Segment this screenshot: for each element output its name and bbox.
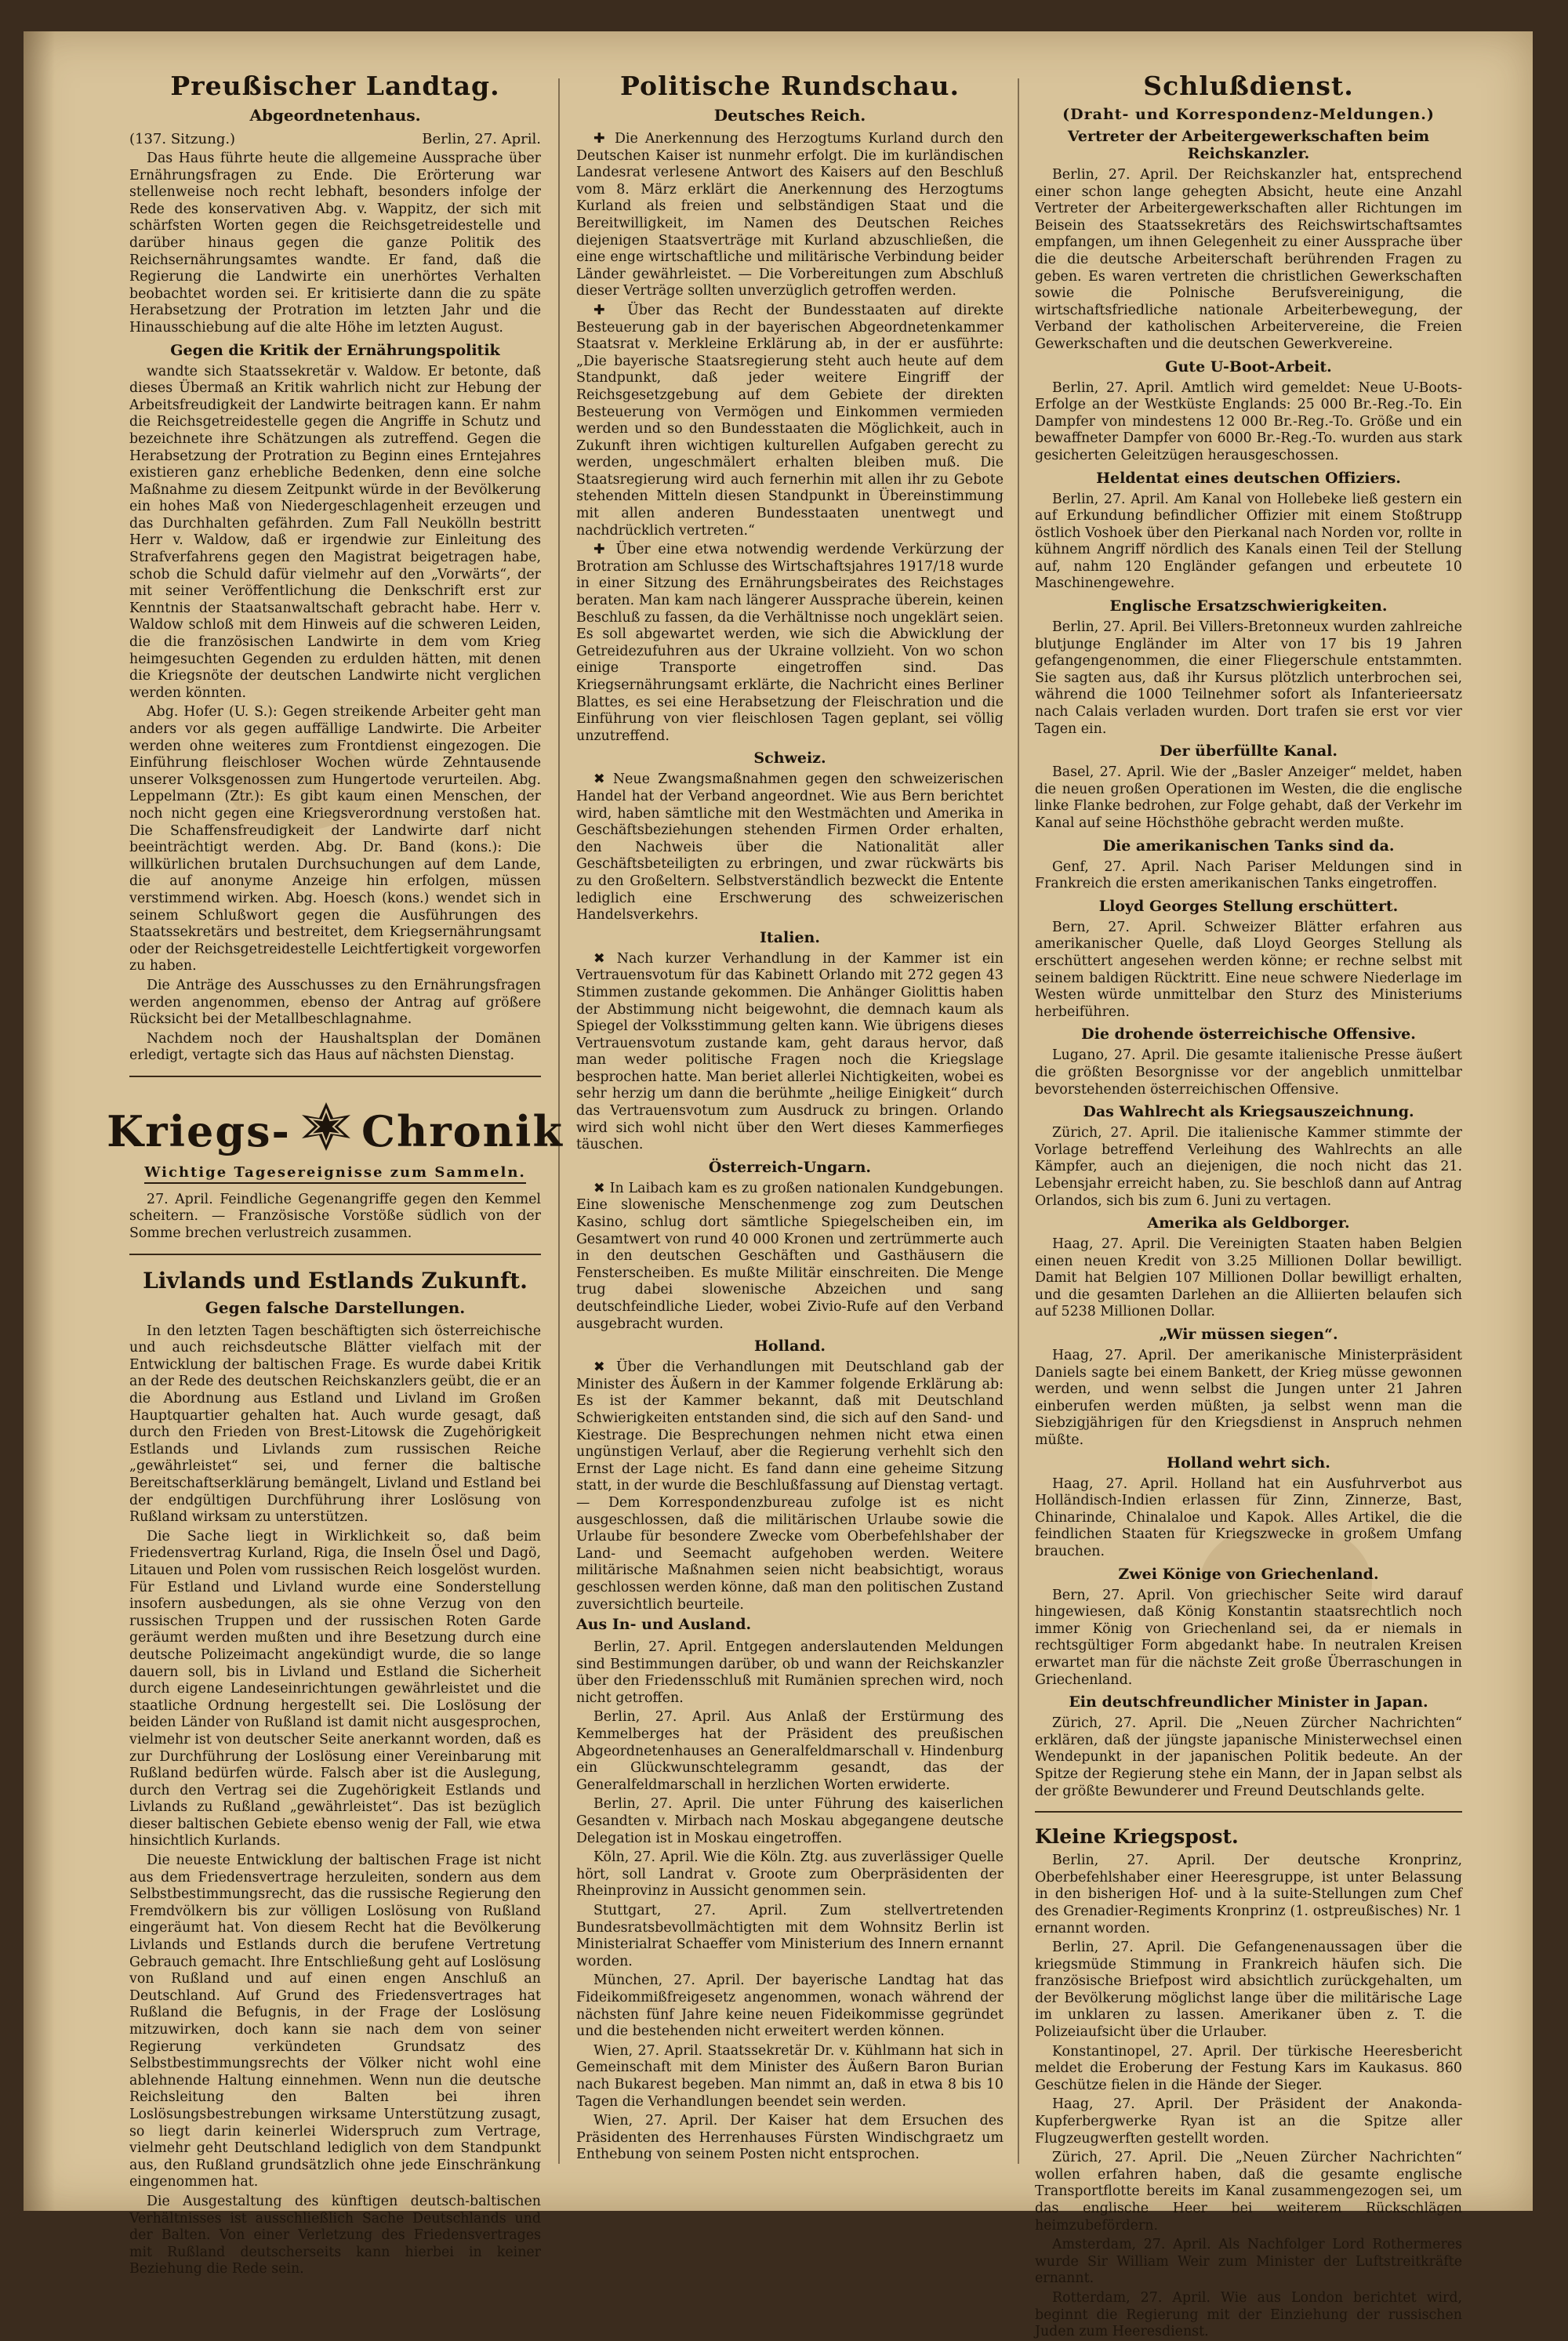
paragraph: Nachdem noch der Haushaltsplan der Domänen erledigt, vertagte sich das Haus auf nächsten Dienstag. — [129, 1030, 541, 1064]
paragraph: Abg. Hofer (U. S.): Gegen streikende Arbeiter geht man anders vor als gegen auffällige Landwirte. Die Arbeiter werden ohne weiteres zum Frontdienst eingezogen. Die Einführung fleischloser Wochen würde Zehntausende unserer Volksgenossen zum Hungertode verurteilen. Abg. Leppelmann (Ztr.): Es gibt kaum einen Menschen, der noch nicht gegen eine Kriegsverordnung verstoßen hat. Die Schaffensfreudigkeit der Landwirte darf nicht beeinträchtigt werden. Abg. Dr. Band (kons.): Die willkürlichen brutalen Durchsuchungen auf dem Lande, die auf anonyme Anzeige hin erfolgen, müssen verstimmend wirken. Abg. Hoesch (kons.) wendet sich in seinem Schlußwort gegen die Ausführungen des Staatssekretärs und bestreitet, dem Kriegsernährungsamt oder der Reichsgetreidestelle Leichtfertigkeit vorgeworfen zu haben. — [129, 704, 541, 975]
section-heading: „Wir müssen siegen“. — [1159, 1326, 1338, 1344]
article-subtitle: (Draht- und Korrespondenz-Meldungen.) — [1062, 106, 1435, 123]
paragraph: Berlin, 27. April. Der deutsche Kronprinz, Oberbefehlshaber einer Heeresgruppe, ist unter Belassung in den bisherigen Hof- und à la suite-Stellungen zum Chef des Grenadier-Regiments Kronprinz (1. ostpreußisches) Nr. 1 ernannt worden. — [1035, 1853, 1462, 1936]
divider — [129, 1076, 541, 1077]
paragraph: 27. April. Feindliche Gegenangriffe gegen den Kemmel scheitern. — Französische Vorstöße südlich von der Somme brechen verlustreich zusammen. — [129, 1191, 541, 1242]
kriegs-chronik-title — [107, 1099, 564, 1164]
paragraph: wandte sich Staatssekretär v. Waldow. Er betonte, daß dieses Übermaß an Kritik wahrlich nicht zur Hebung der Arbeitsfreudigkeit der Landwirte beitragen kann. Er nahm die Reichsgetreidestelle gegen die Angriffe in Schutz und bezeichnete ihre Schätzungen als zutreffend. Gegen die Herabsetzung der Protration zu Beginn eines Erntejahres existieren ganz erhebliche Bedenken, denn eine solche Maßnahme zu diesem Zeitpunkt würde in der Bevölkerung ein hohes Maß von Niedergeschlagenheit erzeugen und das Durchhalten gefährden. Zum Fall Neukölln bestritt Herr v. Waldow, daß er irgendwie zur Einleitung des Strafverfahrens gegen den Magistrat beigetragen habe, schob die Schuld dafür vielmehr auf den „Vorwärts“, der mit seiner Veröffentlichung die Denkschrift erst zur Kenntnis der Staatsanwaltschaft gebracht habe. Herr v. Waldow schloß mit dem Hinweis auf die schweren Leiden, die die französischen Landwirte in dem vom Krieg heimgesuchten Gegenden zu erdulden hätten, mit denen die Kriegsnöte der deutschen Landwirte nicht verglichen werden könnten. — [129, 363, 541, 701]
paragraph: ✚ Über eine etwa notwendig werdende Verkürzung der Brotration am Schlusse des Wirtschaftsjahres 1917/18 wurde in einer Sitzung des Ernährungsbeirates des Reichstages beraten. Man kam nach längerer Aussprache überein, keinen Beschluß zu fassen, da die Verhältnisse noch ungeklärt seien. Es soll abgewartet werden, wie sich die Abwicklung der Getreidezufuhren aus der Ukraine vollzieht. Von wo schon einige Transporte eingetroffen sind. Das Kriegsernährungsamt erklärte, die Nachricht eines Berliner Blattes, es sei eine Herabsetzung der Fleischration und die Einführung von vier fleischlosen Tagen geplant, sei völlig unzutreffend. — [576, 542, 1004, 744]
paragraph: ✖ Über die Verhandlungen mit Deutschland gab der Minister des Äußern in der Kammer folgende Erklärung ab: Es ist der Kammer bekannt, daß mit Deutschland Schwierigkeiten entstanden sind, die sich auf den Sand- und Kiestrage. Die Besprechungen nehmen nicht etwa einen ungünstigen Verlauf, aber die Regierung verhehlt sich den Ernst der Lage nicht. Es fand dann eine geheime Sitzung statt, in der wurde die Beschlußfassung auf Dienstag vertagt. — Dem Korrespondenzbureau zufolge ist es nicht ausgeschlossen, daß die militärischen Urlaube sowie die Urlaube für besondere Zwecke vom Oberbefehlshaber der Land- und Seemacht aufgehoben werden. Weitere militärische Maßnahmen seien nicht beabsichtigt, woraus geschlossen werden könne, daß man den politischen Zustand zuversichtlich beurteile. — [576, 1359, 1004, 1613]
section-heading: Gegen die Kritik der Ernährungspolitik — [170, 341, 500, 359]
article-subtitle: Abgeordnetenhaus. — [249, 106, 421, 125]
newspaper-page — [24, 31, 1533, 2340]
section-heading: Lloyd Georges Stellung erschüttert. — [1098, 897, 1399, 915]
paragraph: Berlin, 27. April. Die Gefangenenaussagen über die kriegsmüde Stimmung in Frankreich häufen sich. Die französische Briefpost wird absichtlich zurückgehalten, um der Bevölkerung möglichst lange über die militärische Lage im unklaren zu lassen. Amerikaner üben z. T. die Polizeiaufsicht über die Urlauber. — [1035, 1940, 1462, 2041]
article-title: Preußischer Landtag. — [170, 71, 500, 101]
paragraph: Wien, 27. April. Staatssekretär Dr. v. Kühlmann hat sich in Gemeinschaft mit dem Minister des Äußern Baron Burian nach Bukarest begeben. Man nimmt an, daß in etwa 8 bis 10 Tagen die Verhandlungen beendet sein werden. — [576, 2042, 1004, 2110]
paragraph: Die Anträge des Ausschusses zu den Ernährungsfragen werden angenommen, ebenso der Antrag auf größere Rücksicht bei der Metallbeschlagnahme. — [129, 977, 541, 1028]
section-heading: Ein deutschfreundlicher Minister in Japan. — [1069, 1693, 1428, 1711]
section-heading: Der überfüllte Kanal. — [1159, 742, 1338, 760]
paragraph: ✖ Nach kurzer Verhandlung in der Kammer ist ein Vertrauensvotum für das Kabinett Orlando mit 272 gegen 43 Stimmen zustande gekommen. Die Anhänger Giolittis haben der Abstimmung nicht beigewohnt, die demnach kaum als Spiegel der Volksstimmung gelten kann. Wie übrigens dieses Vertrauensvotum zustande kam, geht daraus hervor, daß man weder politische Fragen noch die Kriegslage besprochen hatte. Man beriet allerlei Nichtigkeiten, wobei es sehr herzig um dann die berühmte „heilige Einigkeit“ durch das Vertrauensvotum zum Ausdruck zu bringen. Orlando wird sich wohl nicht über den Wert dieses Kammerfieges täuschen. — [576, 950, 1004, 1153]
section-heading: Die drohende österreichische Offensive. — [1081, 1025, 1416, 1043]
paragraph: Berlin, 27. April. Der Reichskanzler hat, entsprechend einer schon lange gehegten Absicht, heute eine Anzahl Vertreter der Arbeitergewerkschaften aller Richtungen im Beisein des Staatssekretärs des Reichswirtschaftsamtes empfangen, um ihnen Gelegenheit zu einer Aussprache über die die deutsche Arbeiterschaft berührenden Fragen zu geben. Es waren vertreten die christlichen Gewerkschaften sowie die Polnische Berufsvereinigung, die wirtschaftsfriedliche nationale Arbeiterbewegung, der Verband der katholischen Arbeitervereine, die Freien Gewerkschaften und die deutschen Gewerkvereine. — [1035, 167, 1462, 352]
paragraph: Haag, 27. April. Die Vereinigten Staaten haben Belgien einen neuen Kredit von 3.25 Millionen Dollar bewilligt. Damit hat Belgien 107 Millionen Dollar bewilligt erhalten, und die gesamten Darlehen an die Alliierten belaufen sich auf 5238 Millionen Dollar. — [1035, 1236, 1462, 1320]
column-right — [1035, 71, 1462, 2340]
section-heading: Holland. — [753, 1337, 826, 1356]
article-title: Kleine Kriegspost. — [1035, 1825, 1239, 1849]
section-heading: Österreich-Ungarn. — [708, 1158, 872, 1176]
paragraph: Köln, 27. April. Wie die Köln. Ztg. aus zuverlässiger Quelle hört, soll Landrat v. Groote zum Oberpräsidenten der Rheinprovinz in Aussicht genommen sein. — [576, 1849, 1004, 1900]
dateline-row — [129, 131, 541, 147]
paragraph: Das Haus führte heute die allgemeine Aussprache über Ernährungsfragen zu Ende. Die Erörterung war stellenweise noch recht lebhaft, besonders infolge der Rede des konservativen Abg. v. Wappitz, der sich mit schärfsten Worten gegen die Reichsgetreidestelle und darüber hinaus gegen die ganze Politik des Reichsernährungsamtes wandte. Er fand, daß die Regierung die Landwirte ein unerhörtes Verhalten beobachtet worden sei. Er kritisierte dann die zu späte Herabsetzung der Protration im letzten Jahr und die Hinausschiebung auf die alte Höhe im letzten August. — [129, 151, 541, 336]
iron-cross-icon — [299, 1099, 354, 1164]
column-left — [107, 71, 564, 2277]
paragraph: In den letzten Tagen beschäftigten sich österreichische und auch reichsdeutsche Blätter vielfach mit der Entwicklung der baltischen Frage. Es wurde dabei Kritik an der Rede des deutschen Reichskanzlers geübt, die er an die Abordnung aus Estland und Livland im Großen Hauptquartier gehalten hat. Auch wurde gesagt, daß durch den Frieden von Brest-Litowsk die Zugehörigkeit Estlands und Livlands zum russischen Reiche „gewährleistet“ sei, und ferner die baltische Bereitschaftserklärung bemängelt, Livland und Estland bei der endgültigen Durchführung ihrer Loslösung von Rußland wirksam zu unterstützen. — [129, 1323, 541, 1526]
paragraph: Die Ausgestaltung des künftigen deutsch-baltischen Verhältnisses ist ausschließlich Sache Deutschlands und der Balten. Von einer Verletzung des Friedensvertrages mit Rußland deutscherseits kann hierbei in keiner Beziehung die Rede sein. — [129, 2193, 541, 2277]
divider — [1035, 1811, 1462, 1813]
section-heading: Gute U-Boot-Arbeit. — [1165, 358, 1332, 376]
paragraph: Berlin, 27. April. Entgegen anderslautenden Meldungen sind Bestimmungen darüber, ob und wann der Reichskanzler über den Friedensschluß mit Rumänien sprechen wird, noch nicht getroffen. — [576, 1639, 1004, 1706]
paragraph: Haag, 27. April. Der Präsident der Anakonda-Kupferbergwerke Ryan ist an die Spitze aller Flugzeugwerften gestellt worden. — [1035, 2096, 1462, 2147]
section-heading: Heldentat eines deutschen Offiziers. — [1096, 469, 1401, 487]
section-heading: Aus In- und Ausland. — [576, 1616, 752, 1634]
paragraph: Berlin, 27. April. Amtlich wird gemeldet: Neue U-Boots-Erfolge an der Westküste Englands: 25 000 Br.-Reg.-To. Ein Dampfer von mindestens 12 000 Br.-Reg.-To. Größe und ein bewaffneter Dampfer von 6000 Br.-Reg.-To. wurden aus stark gesicherten Geleitzügen herausgeschossen. — [1035, 379, 1462, 463]
paragraph: ✚ Die Anerkennung des Herzogtums Kurland durch den Deutschen Kaiser ist nunmehr erfolgt. Die im kurländischen Landesrat verlesene Antwort des Kaisers auf den Beschluß vom 8. März erklärt die Anerkennung des Herzogtums Kurland als freien und selbständigen Staat und die Bereitwilligkeit, im Namen des Deutschen Reiches diejenigen Staatsverträge mit Kurland abzuschließen, die eine enge wirtschaftliche und militärische Verbindung beider Länder gewährleistet. — Die Vorbereitungen zum Abschluß dieser Verträge sollten unverzüglich getroffen werden. — [576, 131, 1004, 299]
section-heading: Die amerikanischen Tanks sind da. — [1102, 837, 1395, 855]
article-subtitle: Gegen falsche Darstellungen. — [205, 1298, 466, 1317]
section-heading: Italien. — [760, 928, 820, 946]
paragraph: Berlin, 27. April. Am Kanal von Hollebeke ließ gestern ein auf Erkundung befindlicher Offizier mit einem Stoßtrupp östlich Voshoek über den Pierkanal nach Norden vor, rollte in kühnem Angriff nördlich des Kanals einen Teil der Stellung auf, nahm 120 Engländer gefangen und erbeutete 10 Maschinengewehre. — [1035, 491, 1462, 592]
article-title: Politische Rundschau. — [620, 71, 960, 101]
divider — [129, 1254, 541, 1255]
dateline: Berlin, 27. April. — [422, 131, 541, 147]
paragraph: Rotterdam, 27. April. Wie aus London berichtet wird, beginnt die Regierung mit der Einziehung der russischen Juden zum Heeresdienst. — [1035, 2289, 1462, 2340]
paragraph: Bern, 27. April. Von griechischer Seite wird darauf hingewiesen, daß König Konstantin staatsrechtlich noch immer König von Griechenland sei, da er niemals in rechtsgültiger Form abgedankt habe. In neutralen Kreisen erwartet man für die nächste Zeit große Überraschungen in Griechenland. — [1035, 1587, 1462, 1688]
paragraph: Berlin, 27. April. Bei Villers-Bretonneux wurden zahlreiche blutjunge Engländer im Alter von 17 bis 19 Jahren gefangengenommen, die einer Fliegerschule entstammten. Sie sagten aus, daß ihr Kursus plötzlich unterbrochen sei, während die 1000 Teilnehmer sofort als Infanterieersatz nach Calais verladen wurden. Dort trafen sie erst vor vier Tagen ein. — [1035, 619, 1462, 737]
section-heading: Englische Ersatzschwierigkeiten. — [1109, 597, 1388, 615]
paragraph: Zürich, 27. April. Die „Neuen Zürcher Nachrichten“ erklären, daß der jüngste japanische Ministerwechsel einen Wendepunkt in der japanischen Politik bedeute. An der Spitze der Regierung stehe ein Mann, der in Japan selbst als der größte Bewunderer und Freund Deutschlands gelte. — [1035, 1715, 1462, 1799]
kriegs-chronik-masthead — [107, 1099, 564, 1184]
paragraph: ✚ Über das Recht der Bundesstaaten auf direkte Besteuerung gab in der bayerischen Abgeordnetenkammer Staatsrat v. Merkleine Erklärung ab, in der er ausführte: „Die bayerische Staatsregierung steht auch heute auf dem Standpunkt, daß jeder weitere Eingriff der Reichsgesetzgebung auf dem Gebiete der direkten Besteuerung von Vermögen und Einkommen vermieden werden und so den Bundesstaaten die Möglichkeit, auch in Zukunft ihren wichtigen kulturellen Aufgaben gerecht zu werden, ungeschmälert erhalten bleiben muß. Die Staatsregierung wird auch fernerhin mit allen ihr zu Gebote stehenden Mitteln diesen Standpunkt in Übereinstimmung mit allen anderen Bundesstaaten unentwegt und nachdrücklich vertreten.“ — [576, 302, 1004, 539]
column-middle — [576, 71, 1004, 2187]
session-label: (137. Sitzung.) — [129, 131, 236, 147]
paragraph: Konstantinopel, 27. April. Der türkische Heeresbericht meldet die Eroberung der Festung Kars im Kaukasus. 860 Geschütze fielen in die Hände der Sieger. — [1035, 2043, 1462, 2093]
paragraph: Stuttgart, 27. April. Zum stellvertretenden Bundesratsbevollmächtigten mit dem Wohnsitz Berlin ist Ministerialrat Schaeffer vom Ministerium des Innern ernannt worden. — [576, 1903, 1004, 1969]
paragraph: Lugano, 27. April. Die gesamte italienische Presse äußert die größten Besorgnisse vor der angeblich unmittelbar bevorstehenden österreichischen Offensive. — [1035, 1047, 1462, 1098]
page-shadow — [24, 31, 55, 2211]
section-heading: Vertreter der Arbeitergewerkschaften beim Reichskanzler. — [1067, 128, 1430, 162]
article-title: Schlußdienst. — [1143, 71, 1354, 101]
paragraph: Berlin, 27. April. Die unter Führung des kaiserlichen Gesandten v. Mirbach nach Moskau abgegangene deutsche Delegation ist in Moskau eingetroffen. — [576, 1796, 1004, 1846]
paragraph: Genf, 27. April. Nach Pariser Meldungen sind in Frankreich die ersten amerikanischen Tanks eingetroffen. — [1035, 858, 1462, 892]
paragraph: Bern, 27. April. Schweizer Blätter erfahren aus amerikanischer Quelle, daß Lloyd Georges Stellung als erschüttert angesehen werden könne; er rechne selbst mit seinem baldigen Rücktritt. Eine neue schwere Niederlage im Westen würde unmittelbar den Sturz des Ministeriums herbeiführen. — [1035, 919, 1462, 1020]
paragraph: Die neueste Entwicklung der baltischen Frage ist nicht aus dem Friedensvertrage herzuleiten, sondern aus dem Selbstbestimmungsrecht, das die russische Regierung den Fremdvölkern bis zur völligen Loslösung von Rußland eingeräumt hat. Von diesem Recht hat die Bevölkerung Livlands und Estlands durch die berufene Vertretung Gebrauch gemacht. Ihre Entschließung geht auf Loslösung von Rußland und auf einen engen Anschluß an Deutschland. Auf Grund des Friedensvertrages hat Rußland die Befugnis, in der Frage der Loslösung mitzuwirken, doch kann sie nach dem von seiner Regierung verkündeten Grundsatz des Selbstbestimmungsrechts der Völker nicht wohl eine ablehnende Haltung einnehmen. Wenn nun die deutsche Reichsleitung den Balten bei ihren Loslösungsbestrebungen wirksame Unterstützung zusagt, so liegt darin keinerlei Widerspruch zum Vertrage, vielmehr geht Deutschland lediglich von dem Standpunkt aus, den Rußland grundsätzlich ohne jede Einschränkung eingenommen hat. — [129, 1853, 541, 2190]
paragraph: Zürich, 27. April. Die italienische Kammer stimmte der Vorlage betreffend Verleihung des Wahlrechts an alle Kämpfer, auch an diejenigen, die noch nicht das 21. Lebensjahr erreicht haben, zu. Sie beschloß dann auf Antrag Orlandos, sich bis zum 6. Juni zu vertagen. — [1035, 1125, 1462, 1209]
paragraph: Haag, 27. April. Holland hat ein Ausfuhrverbot aus Holländisch-Indien erlassen für Zinn, Zinnerze, Bast, Chinarinde, Chinalaloe und Kapok. Alles Artikel, die die feindlichen Staaten für Kriegszwecke in großem Umfang brauchen. — [1035, 1475, 1462, 1559]
paragraph: Zürich, 27. April. Die „Neuen Zürcher Nachrichten“ wollen erfahren haben, daß die gesamte englische Transportflotte bereits im Kanal zusammengezogen sei, um das englische Heer bei weiterem Rückschlägen heimzubefördern. — [1035, 2150, 1462, 2234]
kriegs-title-right: Chronik — [361, 1106, 564, 1157]
section-heading: Zwei Könige von Griechenland. — [1118, 1565, 1379, 1583]
paragraph: Basel, 27. April. Wie der „Basler Anzeiger“ meldet, haben die neuen großen Operationen im Westen, die die englische linke Flanke bedrohen, zur Folge gehabt, daß der Verkehr im Kanal auf seine Höchsthöhe gebracht werden mußte. — [1035, 764, 1462, 831]
article-title: Livlands und Estlands Zukunft. — [143, 1267, 528, 1294]
paragraph: Haag, 27. April. Der amerikanische Ministerpräsident Daniels sagte bei einem Bankett, der Krieg müsse gewonnen werden, und wenn selbst die Jungen unter 21 Jahren einberufen werden müßten, ja selbst wenn man die Siebzigjährigen für den Kriegsdienst in Anspruch nehmen müßte. — [1035, 1348, 1462, 1449]
paragraph: ✖ In Laibach kam es zu großen nationalen Kundgebungen. Eine slowenische Menschenmenge zog zum Deutschen Kasino, schlug dort sämtliche Spiegelscheiben ein, im Gesamtwert von rund 40 000 Kronen und zertrümmerte auch in den deutschen Geschäften und Gasthäusern die Fensterscheiben. Es mußte Militär einschreiten. Die Menge trug dabei slowenische Abzeichen und sang deutschfeindliche Lieder, wobei Zivio-Rufe auf den Verband ausgebracht wurden. — [576, 1180, 1004, 1332]
paragraph: Die Sache liegt in Wirklichkeit so, daß beim Friedensvertrag Kurland, Riga, die Inseln Ösel und Dagö, Litauen und Polen vom russischen Reich losgelöst wurden. Für Estland und Livland wurde eine Sonderstellung insofern ausbedungen, als sie ohne Verzug von den russischen Truppen und der russischen Roten Garde geräumt werden mußten und ihre Besetzung durch eine deutsche Polizeimacht angekündigt wurde, die so lange dauern soll, bis in Livland und Estland die Sicherheit durch eigene Landeseinrichtungen gewährleistet und die staatliche Ordnung hergestellt sei. Die Loslösung der beiden Länder von Rußland ist damit nicht ausgesprochen, vielmehr ist von deutscher Seite anerkannt worden, daß es zur Durchführung der Loslösung einer Vereinbarung mit Rußland bedürfen würde. Falsch aber ist die Auslegung, durch den Vertrag sei die Zugehörigkeit Estlands und Livlands zu Rußland „gewährleistet“. Das ist bezüglich dieser baltischen Gebiete ebenso wenig der Fall, wie etwa hinsichtlich Kurlands. — [129, 1528, 541, 1849]
section-heading: Holland wehrt sich. — [1167, 1454, 1330, 1472]
section-heading: Das Wahlrecht als Kriegsauszeichnung. — [1083, 1103, 1414, 1121]
article-subtitle: Deutsches Reich. — [713, 106, 866, 125]
section-heading: Schweiz. — [753, 749, 826, 768]
paragraph: ✖ Neue Zwangsmaßnahmen gegen den schweizerischen Handel hat der Verband angeordnet. Wie aus Bern berichtet wird, haben sämtliche mit den Westmächten und Amerika in Geschäftsbeziehungen stehenden Firmen Order erhalten, den Nachweis über die Nationalität aller Geschäftsbeteiligten zu erbringen, und zwar rückwärts bis zu den Großeltern. Selbstverständlich bezweckt die Entente lediglich eine Erschwerung des schweizerischen Handelsverkehrs. — [576, 771, 1004, 924]
kriegs-tagline: Wichtige Tagesereignisse zum Sammeln. — [144, 1164, 526, 1184]
column-rule — [1018, 78, 1019, 2164]
paragraph: Wien, 27. April. Der Kaiser hat dem Ersuchen des Präsidenten des Herrenhauses Fürsten Windischgraetz um Enthebung von seinem Posten nicht entsprochen. — [576, 2113, 1004, 2163]
kriegs-title-left: Kriegs- — [107, 1106, 291, 1157]
paragraph: Amsterdam, 27. April. Als Nachfolger Lord Rothermeres wurde Sir William Weir zum Minister der Luftstreitkräfte ernannt. — [1035, 2237, 1462, 2287]
paragraph: München, 27. April. Der bayerische Landtag hat das Fideikommißfreigesetz angenommen, wonach während der nächsten fünf Jahre keine neuen Fideikommisse gegründet und die bestehenden nicht erweitert werden können. — [576, 1973, 1004, 2040]
paragraph: Berlin, 27. April. Aus Anlaß der Erstürmung des Kemmelberges hat der Präsident des preußischen Abgeordnetenhauses an Generalfeldmarschall v. Hindenburg ein Glückwunschtelegramm gesandt, das der Generalfeldmarschall in herzlichen Worten erwiderte. — [576, 1709, 1004, 1793]
section-heading: Amerika als Geldborger. — [1147, 1214, 1350, 1232]
